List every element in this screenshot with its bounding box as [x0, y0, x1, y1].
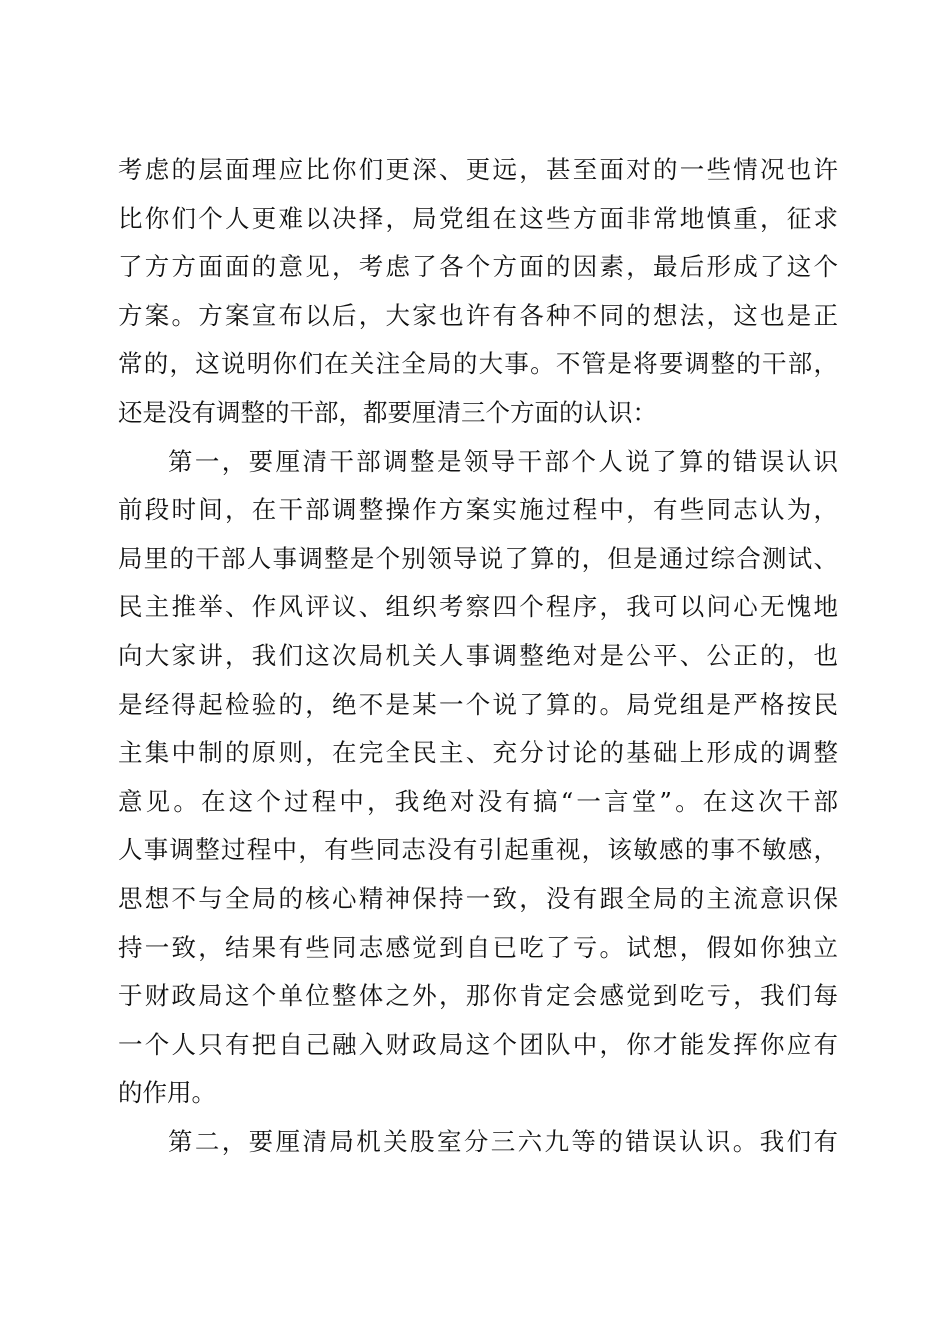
text-line: 意见。在这个过程中，我绝对没有搞“一言堂”。在这次干部 — [118, 786, 838, 816]
text-line: 常的，这说明你们在关注全局的大事。不管是将要调整的干部， — [118, 349, 838, 379]
text-line: 还是没有调整的干部，都要厘清三个方面的认识： — [118, 397, 657, 427]
text-line: 的作用。 — [118, 1078, 216, 1108]
section-heading-2: 第二，要厘清局机关股室分三六九等的错误认识。我们有 — [168, 1126, 838, 1156]
text-line: 向大家讲，我们这次局机关人事调整绝对是公平、公正的，也 — [118, 640, 838, 670]
text-line: 人事调整过程中，有些同志没有引起重视，该敏感的事不敏感， — [118, 835, 838, 865]
text-line: 了方方面面的意见，考虑了各个方面的因素，最后形成了这个 — [118, 252, 838, 282]
text-line: 思想不与全局的核心精神保持一致，没有跟全局的主流意识保 — [118, 883, 838, 913]
text-line: 局里的干部人事调整是个别领导说了算的，但是通过综合测试、 — [118, 543, 838, 573]
text-line: 一个人只有把自己融入财政局这个团队中，你才能发挥你应有 — [118, 1029, 838, 1059]
text-line: 民主推举、作风评议、组织考察四个程序，我可以问心无愧地 — [118, 592, 838, 622]
text-line: 持一致，结果有些同志感觉到自已吃了亏。试想，假如你独立 — [118, 932, 838, 962]
section-heading-1: 第一，要厘清干部调整是领导干部个人说了算的错误认识 — [168, 446, 838, 476]
text-line: 是经得起检验的，绝不是某一个说了算的。局党组是严格按民 — [118, 689, 838, 719]
text-line: 前段时间，在干部调整操作方案实施过程中，有些同志认为， — [118, 495, 838, 525]
body-text — [118, 146, 838, 1166]
text-line: 于财政局这个单位整体之外，那你肯定会感觉到吃亏，我们每 — [118, 981, 838, 1011]
text-line: 比你们个人更难以决择，局党组在这些方面非常地慎重，征求 — [118, 203, 838, 233]
text-line: 主集中制的原则，在完全民主、充分讨论的基础上形成的调整 — [118, 738, 838, 768]
text-line: 方案。方案宣布以后，大家也许有各种不同的想法，这也是正 — [118, 300, 838, 330]
text-line: 考虑的层面理应比你们更深、更远，甚至面对的一些情况也许 — [118, 155, 838, 184]
